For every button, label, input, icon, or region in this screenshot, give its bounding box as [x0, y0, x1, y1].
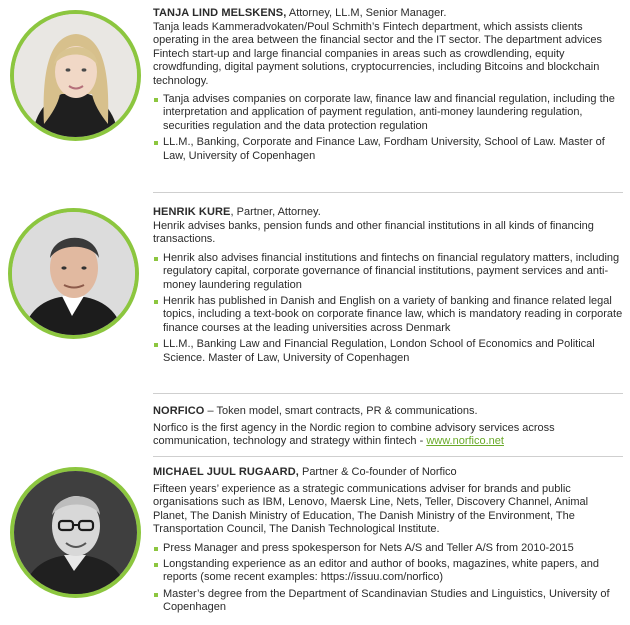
profile-description: Henrik advises banks, pension funds and other financial institutions in all kinds of financing transactions. — [153, 220, 594, 246]
profile-text-henrik — [153, 205, 623, 368]
profile-role: Attorney, LL.M, Senior Manager. — [286, 7, 447, 19]
section-divider — [153, 192, 623, 193]
profile-bullet-list — [153, 252, 623, 365]
profile-bullet-list — [153, 93, 623, 163]
bullet-item: Master’s degree from the Department of Scandinavian Studies and Linguistics, University of Copenhagen — [153, 588, 623, 615]
norfico-description: Norfico is the first agency in the Nordic region to combine advisory services across communication, technology and strategy within fintech - — [153, 422, 555, 448]
bullet-item: Longstanding experience as an editor and author of books, magazines, white papers, and reports (some recent examples: https://issuu.com/norfico) — [153, 558, 623, 585]
section-divider — [153, 456, 623, 457]
profile-text-michael — [153, 465, 623, 618]
profile-heading — [153, 465, 623, 479]
bullet-item: Press Manager and press spokesperson for Nets A/S and Teller A/S from 2010-2015 — [153, 542, 623, 555]
norfico-block — [0, 401, 630, 451]
portrait-photo-michael — [10, 467, 141, 598]
profile-description: Tanja leads Kammeradvokaten/Poul Schmith’s Fintech department, which assists clients operating in the area between the financial sector and the IT sector. The department advices Fintech start-up and large financial companies in areas such as crowdlending, equity crowdfunding, digital payment solutions, cryptocurrencies, including Bitcoins and blockchain technology. — [153, 21, 603, 87]
profile-role: , Partner, Attorney. — [230, 206, 321, 218]
norfico-text — [153, 404, 623, 449]
profile-text-tanja — [153, 6, 623, 166]
profile-name: TANJA LIND MELSKENS, — [153, 7, 287, 19]
norfico-website-link[interactable]: www.norfico.net — [426, 435, 504, 448]
profile-tanja — [0, 0, 630, 185]
profile-michael — [0, 461, 630, 625]
norfico-name: NORFICO — [153, 405, 205, 417]
portrait-photo-tanja — [10, 10, 141, 141]
bullet-item: LL.M., Banking, Corporate and Finance Law, Fordham University, School of Law. Master of Law, University of Copenhagen — [153, 136, 623, 163]
norfico-description-paragraph — [153, 422, 623, 449]
profile-henrik — [0, 200, 630, 390]
bullet-item: Henrik has published in Danish and English on a variety of banking and finance related legal topics, including a text-book on corporate finance law, which is mandatory reading in corporate finance courses at the leading universities across Denmark — [153, 295, 623, 335]
profile-heading — [153, 6, 623, 20]
profile-description: Fifteen years’ experience as a strategic communications adviser for brands and public organisations such as IBM, Lenovo, Maersk Line, Nets, Teller, Discovery Channel, Animal Planet, The Danish Ministry of Education, The Danish Ministry of the Environment, The Transportation Council, The Danish Technological Institute. — [153, 483, 589, 536]
portrait-photo-henrik — [8, 208, 139, 339]
norfico-tagline: – Token model, smart contracts, PR & communications. — [204, 405, 478, 417]
profile-role: Partner & Co-founder of Norfico — [298, 466, 457, 478]
profile-bullet-list — [153, 542, 623, 615]
section-divider — [153, 393, 623, 394]
profile-heading — [153, 205, 623, 219]
norfico-heading — [153, 404, 623, 418]
bullet-item: Tanja advises companies on corporate law, finance law and financial regulation, including the interpretation and application of payment regulation, anti-money laundering regulation, securities regulation and the data protection regulation — [153, 93, 623, 133]
profile-name: MICHAEL JUUL RUGAARD, — [153, 466, 299, 478]
bullet-item: LL.M., Banking Law and Financial Regulation, London School of Economics and Political Science. Master of Law, University of Copenhagen — [153, 338, 623, 365]
profile-name: HENRIK KURE — [153, 206, 231, 218]
bullet-item: Henrik also advises financial institutions and fintechs on financial regulatory matters, including regulatory capital, corporate governance of financial institutions, payment services and anti-money laundering regulation — [153, 252, 623, 292]
